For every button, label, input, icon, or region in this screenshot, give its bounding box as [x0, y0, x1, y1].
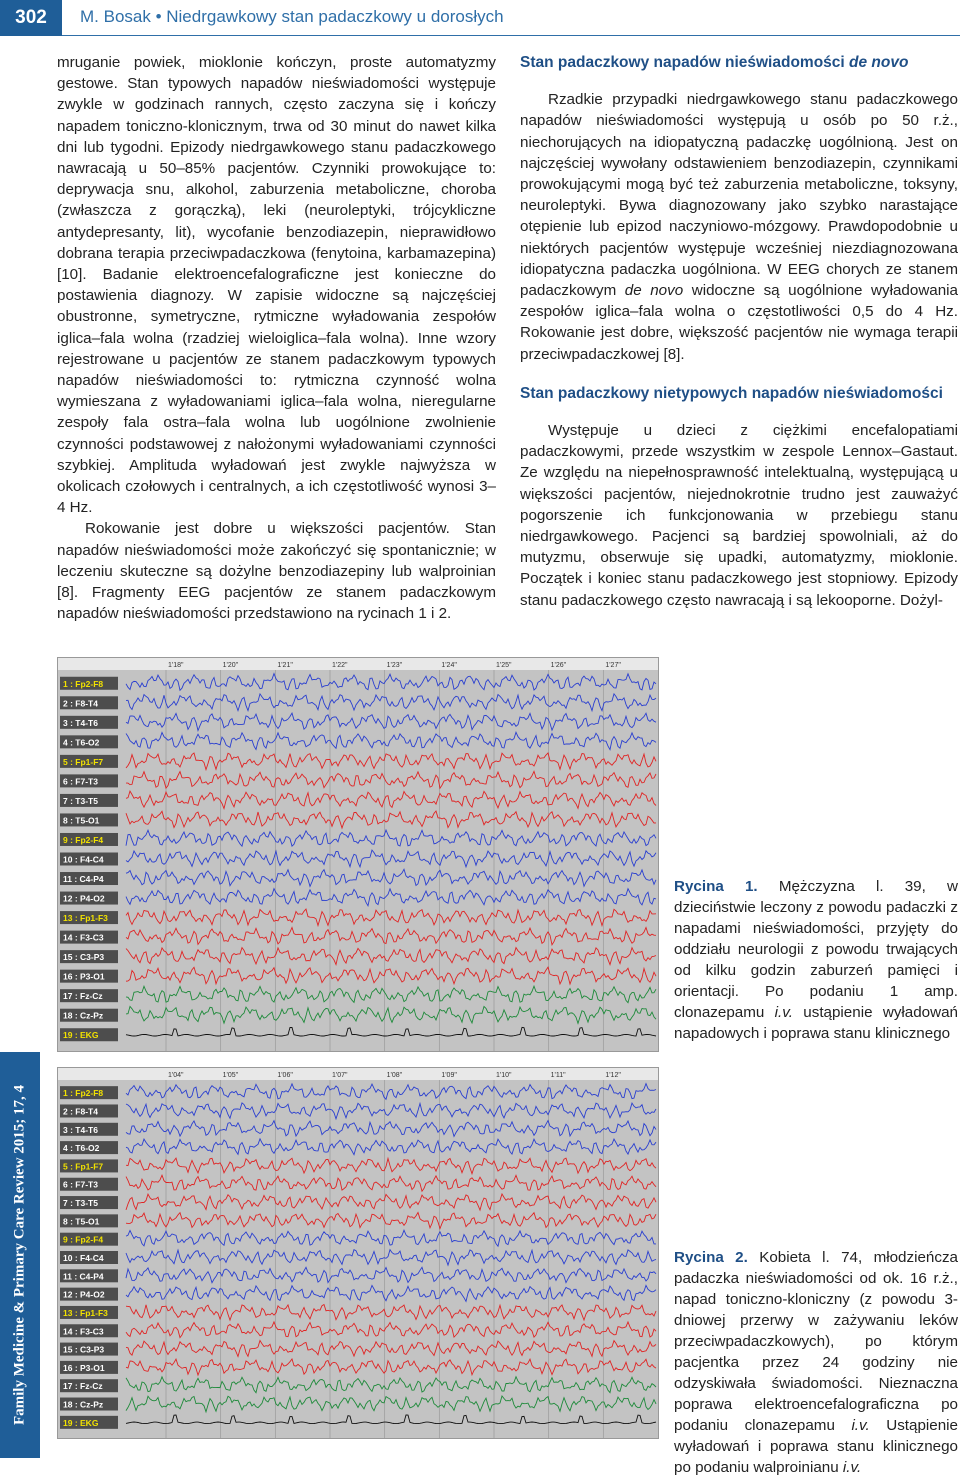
channel-label: 12 : P4-O2: [63, 1289, 105, 1300]
channel-label: 12 : P4-O2: [63, 893, 105, 904]
channel-label: 18 : Cz-Pz: [63, 1010, 104, 1021]
caption-text: Kobieta l. 74, młodzieńcza padaczka nieświadomości od ok. 16 r.ż., napad toniczno-kloniczny (z powodu 3-dniowej przerwy w zażywaniu leków przeciwpadaczkowych), po którym pacjentka przez 24 godziny nie odzyskiwała świadomości. Nieznaczna poprawa elektroencefalograficzna po podaniu clonazepamu: [674, 1249, 958, 1434]
eeg-trace: [126, 1103, 656, 1119]
channel-label: 1 : Fp2-F8: [63, 1088, 104, 1099]
eeg-trace: [126, 1341, 656, 1357]
caption-text: ustąpienie wyładowań napadowych i poprawa stanu klinicznego: [674, 1004, 958, 1042]
section-heading: [520, 52, 958, 73]
time-label: 1'09": [441, 1072, 457, 1079]
time-label: 1'20": [222, 662, 239, 669]
running-title: M. Bosak • Niedrgawkowy stan padaczkowy u dorosłych: [80, 7, 504, 26]
caption-italic: i.v.: [851, 1417, 870, 1434]
eeg-trace: [126, 1396, 656, 1412]
channel-label: 7 : T3-T5: [63, 1198, 98, 1209]
eeg-trace: [126, 1158, 656, 1174]
channel-label: 9 : Fp2-F4: [63, 834, 104, 845]
channel-label: 11 : C4-P4: [63, 874, 104, 885]
channel-label: 19 : EKG: [63, 1030, 99, 1041]
caption-italic: i.v.: [774, 1004, 793, 1021]
eeg-trace: [126, 771, 656, 788]
channel-label: 16 : P3-O1: [63, 1362, 105, 1373]
time-label: 1'10": [496, 1072, 512, 1079]
eeg-trace: [126, 1322, 656, 1338]
eeg-trace: [126, 850, 656, 867]
time-label: 1'12": [605, 1072, 621, 1079]
eeg-trace: [126, 1415, 656, 1424]
journal-sidebar: [0, 1052, 40, 1458]
channel-label: 5 : Fp1-F7: [63, 756, 104, 767]
eeg-trace: [126, 986, 656, 1003]
eeg-trace: [126, 1194, 656, 1210]
text-column-right: [520, 52, 958, 611]
channel-label: 15 : C3-P3: [63, 952, 105, 963]
time-label: 1'06": [277, 1072, 293, 1079]
eeg-trace: [126, 948, 656, 965]
eeg-trace: [126, 694, 656, 711]
eeg-trace: [126, 1230, 656, 1246]
eeg-figure-1: [57, 657, 659, 1052]
eeg-plot: [58, 1068, 658, 1438]
channel-label: 7 : T3-T5: [63, 795, 98, 806]
time-label: 1'08": [386, 1072, 403, 1079]
eeg-trace: [126, 1121, 656, 1137]
channel-label: 2 : F8-T4: [63, 698, 98, 709]
channel-label: 4 : T6-O2: [63, 1143, 100, 1154]
time-label: 1'18": [168, 662, 184, 669]
channel-label: 9 : Fp2-F4: [63, 1234, 104, 1245]
eeg-trace: [126, 1267, 656, 1282]
eeg-trace: [126, 869, 656, 886]
journal-title: Family Medicine & Primary Care Review 2015; 17, 4: [11, 1084, 28, 1426]
eeg-trace: [126, 1027, 656, 1036]
channel-label: 8 : T5-O1: [63, 815, 100, 826]
channel-label: 8 : T5-O1: [63, 1216, 100, 1227]
eeg-figure-2: [57, 1067, 659, 1439]
channel-label: 16 : P3-O1: [63, 971, 105, 982]
eeg-trace: [126, 889, 656, 906]
channel-label: 10 : F4-C4: [63, 1253, 104, 1263]
caption-label: Rycina 1.: [674, 878, 758, 895]
section-heading: Stan padaczkowy nietypowych napadów nieświadomości: [520, 384, 943, 402]
channel-label: 13 : Fp1-F3: [63, 1307, 108, 1318]
page-number: 302: [0, 0, 62, 36]
eeg-trace: [126, 967, 656, 984]
caption-italic: i.v.: [842, 1459, 862, 1476]
time-label: 1'26": [550, 662, 567, 669]
channel-label: 5 : Fp1-F7: [63, 1161, 104, 1172]
paragraph-text: Rzadkie przypadki niedrgawkowego stanu padaczkowego napadów nieświadomości występują u osób po 50 r.ż., niechorujących na idiopatyczną padaczkę uogólnioną. Jest on najczęściej wywołany odstawieniem benzodiazepin, czynnikami prowokującymi mogą być też zaburzenia metaboliczne, toksyny, neuroleptyki. Bywa diagnozowany jako szybko narastające otępienie lub epizod naczyniowo-mózgowy. Prawdopodobnie u niektórych pacjentów występuje wcześniej niezdiagnozowana idiopatyczna padaczka uogólniona. W EEG chorych ze stanem padaczkowym: [520, 91, 958, 300]
channel-label: 17 : Fz-Cz: [63, 991, 103, 1002]
time-label: 1'05": [222, 1072, 239, 1079]
eeg-trace: [126, 1006, 656, 1023]
eeg-trace: [126, 1285, 656, 1301]
eeg-trace: [126, 1213, 656, 1229]
time-label: 1'21": [277, 662, 293, 669]
time-ruler: [58, 658, 658, 670]
channel-label: 6 : F7-T3: [63, 776, 98, 787]
paragraph: Występuje u dzieci z ciężkimi encefalopatiami padaczkowymi, przede wszystkim w zespole Lennox–Gastaut. Ze względu na niepełnosprawność intelektualną, występującą u większości pacjentów, niejednokrotnie trudno jest zauważyć pogorszenie ich funkcjonowania w przebiegu stanu niedrgawkowego. Pacjenci są bardziej spowolniali, aż do mutyzmu, obserwuje się upadki, automatyzmy, mioklonie. Początek i koniec stanu padaczkowego jest stopniowy. Epizody stanu padaczkowego często nawracają i są lekooporne. Dożyl-: [520, 422, 958, 609]
time-label: 1'25": [496, 662, 512, 669]
paragraph-italic: de novo: [624, 282, 684, 300]
channel-label: 3 : T4-T6: [63, 1124, 98, 1135]
time-label: 1'22": [332, 662, 348, 669]
channel-label: 17 : Fz-Cz: [63, 1381, 103, 1392]
eeg-trace: [126, 753, 656, 770]
eeg-trace: [126, 1305, 656, 1321]
eeg-trace: [126, 928, 656, 945]
time-label: 1'27": [605, 662, 621, 669]
eeg-trace: [126, 732, 656, 749]
heading-text: Stan padaczkowy napadów nieświadomości: [520, 54, 850, 71]
eeg-trace: [126, 1359, 656, 1375]
channel-label: 14 : F3-C3: [63, 1326, 104, 1337]
figure-caption-1: [674, 876, 958, 1044]
eeg-trace: [126, 713, 656, 730]
eeg-trace: [126, 674, 656, 691]
eeg-trace: [126, 909, 656, 926]
time-ruler: [58, 1068, 658, 1080]
channel-label: 10 : F4-C4: [63, 854, 104, 865]
eeg-trace: [126, 1250, 656, 1266]
time-label: 1'24": [441, 662, 457, 669]
heading-italic: de novo: [849, 54, 909, 71]
paragraph-text: widoczne są uogólnione wyładowania zespołów iglica–fala wolna o częstotliwości 0,5 do 4 Hz. Rokowanie jest dobre, większość pacjentów nie wymaga terapii przeciwpadaczkowej [8].: [520, 282, 959, 363]
channel-label: 1 : Fp2-F8: [63, 678, 104, 689]
channel-label: 13 : Fp1-F3: [63, 913, 108, 924]
caption-text: Mężczyzna l. 39, w dzieciństwie leczony z powodu padaczki z napadami nieświadomości, przyjęty do oddziału neurologii z powodu trwających od kilku godzin zaburzeń pamięci i orientacji. Po podaniu 1 amp. clonazepamu: [674, 878, 958, 1021]
eeg-trace: [126, 1139, 656, 1155]
time-label: 1'07": [332, 1072, 348, 1079]
time-label: 1'23": [386, 662, 403, 669]
caption-label: Rycina 2.: [674, 1249, 748, 1266]
channel-label: 3 : T4-T6: [63, 717, 98, 728]
eeg-trace: [126, 1084, 656, 1100]
text-column-left: [57, 52, 496, 624]
eeg-trace: [126, 791, 656, 808]
channel-label: 6 : F7-T3: [63, 1179, 98, 1190]
channel-label: 18 : Cz-Pz: [63, 1399, 104, 1410]
paragraph: mruganie powiek, mioklonie kończyn, proste automatyzmy gestowe. Stan typowych napadów nieświadomości występuje zwykle w godzinach rannych, często zaczyna się i kończy napadem toniczno-klonicznym, trwa od 30 minut do nawet kilka dni lub tygodni. Epizody niedrgawkowego stanu padaczkowego nawracają u 50–85% pacjentów. Czynniki prowokujące to: deprywacja snu, alkohol, zaburzenia metaboliczne, choroba (zwłaszcza z gorączką), leki (neuroleptyki, trójcykliczne antydepresanty, lit), wycofanie benzodiazepin, nieprawidłowo dobrana terapia przeciwpadaczkowa (fenytoina, karbamazepina) [10]. Badanie elektroencefalograficzne jest konieczne do postawienia diagnozy. W zapisie widoczne są najczęściej obustronne, symetryczne, rytmiczne wyładowania zespołów iglica–fala wolna (rzadziej wieloiglica–fala wolna). Inne wzory rejestrowane u pacjentów ze stanem padaczkowym typowych napadów nieświadomości to: rytmiczna czynność wolna wymieszana z wyładowaniami iglica–fala wolna, nieregularne zespoły fala ostra–fala wolna lub uogólnione zwolnienie czynności podstawowej z nałożonymi wyładowaniami czynności szybkiej. Amplituda wyładowań jest zwykle najwyższa w okolicach czołowych i centralnych, a ich częstotliwość wynosi 3–4 Hz.: [57, 54, 496, 517]
paragraph: Rokowanie jest dobre u większości pacjentów. Stan napadów nieświadomości może zakończyć się spontanicznie; w leczeniu skuteczne są dożylne benzodiazepiny lub walproinian [8]. Fragmenty EEG pacjentów ze stanem padaczkowym napadów nieświadomości przedstawiono na rycinach 1 i 2.: [57, 520, 496, 623]
channel-label: 15 : C3-P3: [63, 1344, 105, 1355]
time-label: 1'04": [168, 1072, 184, 1079]
paragraph: [520, 89, 958, 365]
eeg-plot: [58, 658, 658, 1051]
eeg-trace: [126, 811, 656, 828]
channel-label: 2 : F8-T4: [63, 1106, 98, 1117]
time-label: 1'11": [550, 1072, 566, 1079]
eeg-trace: [126, 830, 656, 846]
header-rule: [62, 35, 960, 36]
channel-label: 11 : C4-P4: [63, 1271, 104, 1282]
eeg-trace: [126, 1377, 656, 1393]
channel-label: 14 : F3-C3: [63, 932, 104, 943]
page-header: [0, 0, 960, 36]
channel-label: 4 : T6-O2: [63, 737, 100, 748]
channel-label: 19 : EKG: [63, 1417, 99, 1428]
eeg-trace: [126, 1175, 656, 1191]
figure-caption-2: [674, 1247, 958, 1478]
caption-text: Ustąpienie wyładowań i poprawa stanu klinicznego po podaniu walproinianu: [674, 1417, 958, 1476]
